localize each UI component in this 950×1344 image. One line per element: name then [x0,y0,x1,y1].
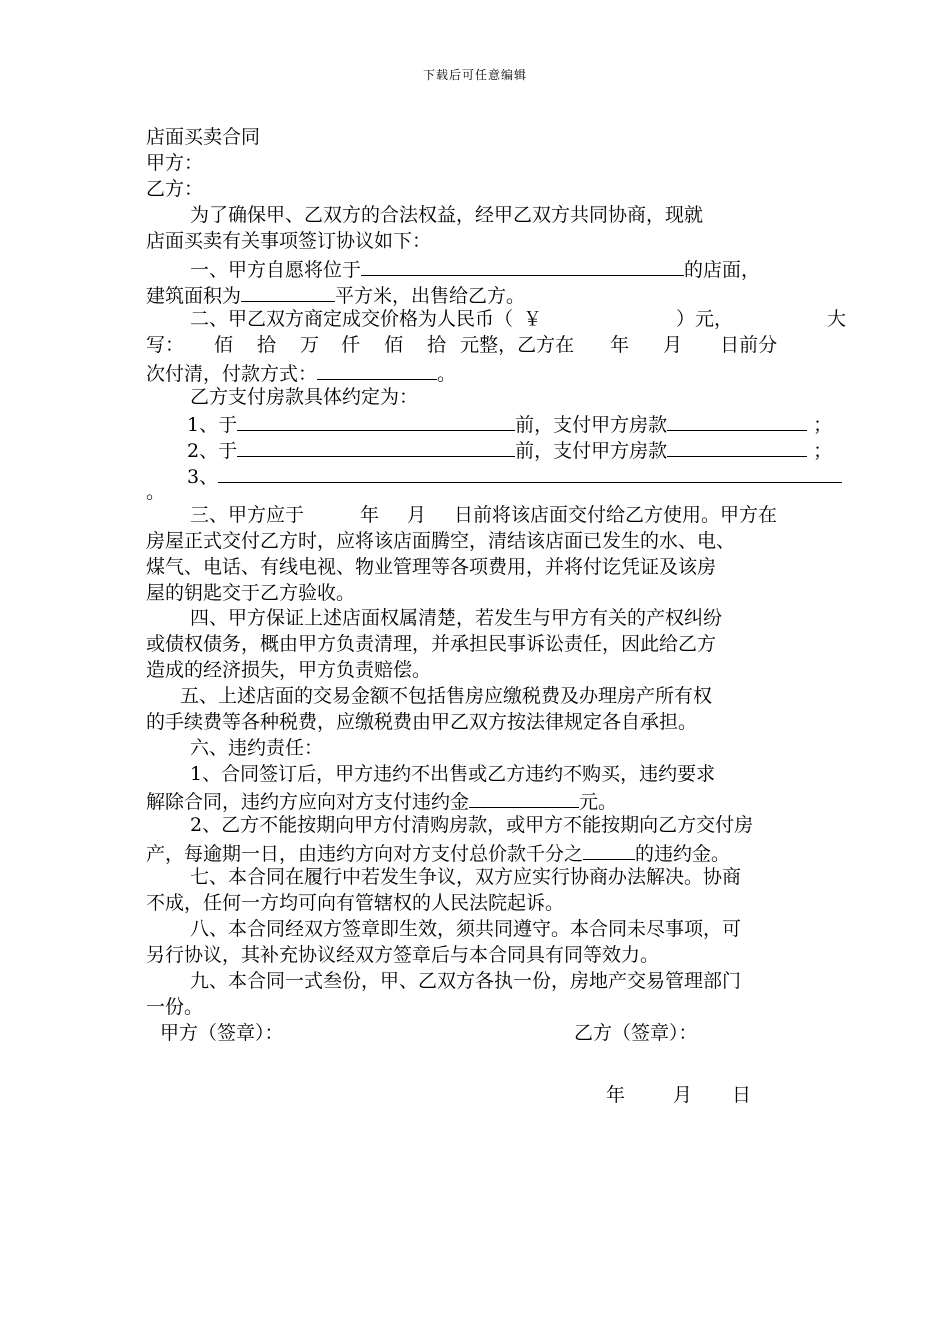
late-fee-text: 产，每逾期一日，由违约方向对方支付总价款千分之 [146,843,584,865]
clause-2-text-g: 次付清，付款方式： [146,363,318,385]
clause-3-line-3: 煤气、电话、有线电视、物业管理等各项费用，并将付讫凭证及该房 [146,556,717,578]
clause-6-p1-line-2 [146,787,617,812]
unit-bai-2: 佰 [384,334,404,356]
clause-2-line-2 [146,333,777,358]
clause-3-text-a: 三、甲方应于 [190,504,305,526]
payment-item-3 [187,462,842,487]
late-fee-suffix: 的违约金。 [635,843,731,865]
clause-1-line-1 [190,255,760,280]
clause-2-text-a: 二、甲乙双方商定成交价格为人民币（ [190,308,514,330]
clause-6-p2-line-1: 2、乙方不能按期向甲方付清购房款，或甲方不能按期向乙方交付房 [190,814,754,836]
month-label: 月 [663,334,683,356]
party-b-signature: 乙方（签章）： [574,1022,698,1044]
year-label: 年 [610,334,630,356]
unit-bai: 佰 [214,334,234,356]
location-blank[interactable] [361,255,684,276]
clause-6-title: 六、违约责任： [190,737,324,759]
payment-1-amount-blank[interactable] [667,410,807,431]
clause-2-text-c: 大 [826,308,846,330]
clause-2-line-3 [146,359,456,384]
payment-item-1-num: 1、于 [187,414,238,436]
penalty-unit: 元。 [579,791,618,813]
payment-item-2 [187,436,832,461]
penalty-text: 解除合同，违约方应向对方支付违约金 [146,791,470,813]
sign-year: 年 [606,1084,626,1106]
payment-item-1 [187,410,832,435]
clause-9-line-2: 一份。 [146,996,204,1018]
clause-2-text-f: 日前分 [720,334,778,356]
payment-2-amount-blank[interactable] [667,436,807,457]
intro-line-1: 为了确保甲、乙双方的合法权益，经甲乙双方共同协商，现就 [190,204,704,226]
clause-1-text-c: 建筑面积为 [146,285,242,307]
clause-6-p2-line-2 [146,839,730,864]
payment-item-2-mid: 前，支付甲方房款 [515,440,668,462]
payment-item-2-num: 2、于 [187,440,238,462]
clause-2-text-h: 。 [437,363,457,385]
clause-8-line-2: 另行协议，其补充协议经双方签章后与本合同具有同等效力。 [146,944,660,966]
clause-2-text-e: 元整，乙方在 [460,334,575,356]
payment-end: 。 [146,481,166,503]
payment-2-date-blank[interactable] [237,436,515,457]
clause-4-line-1: 四、甲方保证上述店面权属清楚，若发生与甲方有关的产权纠纷 [190,607,723,629]
sign-day: 日 [732,1084,752,1106]
clause-1-text-a: 一、甲方自愿将位于 [190,259,362,281]
clause-7-line-1: 七、本合同在履行中若发生争议，双方应实行协商办法解决。协商 [190,866,742,888]
payment-item-2-semi: ； [813,440,833,462]
payment-3-blank[interactable] [218,462,842,483]
clause-9-line-1: 九、本合同一式叁份，甲、乙双方各执一份，房地产交易管理部门 [190,970,742,992]
party-b-label: 乙方： [146,178,204,200]
party-a-label: 甲方： [146,152,204,174]
contract-title: 店面买卖合同 [146,126,261,148]
clause-3-text-b: 日前将该店面交付给乙方使用。甲方在 [454,504,778,526]
clause-8-line-1: 八、本合同经双方签章即生效，须共同遵守。本合同未尽事项，可 [190,918,742,940]
clause-5-line-1: 五、上述店面的交易金额不包括售房应缴税费及办理房产所有权 [180,685,713,707]
payment-item-3-num: 3、 [187,466,219,488]
clause-1-text-d: 平方米，出售给乙方。 [335,285,526,307]
intro-line-2: 店面买卖有关事项签订协议如下： [146,230,432,252]
payment-item-1-semi: ； [813,414,833,436]
area-blank[interactable] [241,281,335,302]
unit-shi: 拾 [257,334,277,356]
clause-2-text-d: 写： [146,334,185,356]
party-a-signature: 甲方（签章）： [160,1022,284,1044]
late-fee-blank[interactable] [583,839,635,860]
clause-3-line-2: 房屋正式交付乙方时，应将该店面腾空，清结该店面已发生的水、电、 [146,530,736,552]
sign-date [606,1083,751,1108]
clause-3-month: 月 [407,504,427,526]
clause-1-text-b: 的店面， [684,259,761,281]
clause-3-line-4: 屋的钥匙交于乙方验收。 [146,582,356,604]
unit-qian: 仟 [341,334,361,356]
clause-1-line-2 [146,281,525,306]
unit-wan: 万 [300,334,320,356]
clause-5-line-2: 的手续费等各种税费，应缴税费由甲乙双方按法律规定各自承担。 [146,711,698,733]
unit-shi-2: 拾 [427,334,447,356]
yen-symbol: ￥ [523,308,543,330]
clause-2-text-b: ）元， [676,308,734,330]
clause-7-line-2: 不成，任何一方均可向有管辖权的人民法院起诉。 [146,892,565,914]
clause-3-year: 年 [360,504,380,526]
sign-month: 月 [673,1084,693,1106]
clause-4-line-3: 造成的经济损失，甲方负责赔偿。 [146,659,432,681]
penalty-amount-blank[interactable] [469,787,579,808]
clause-4-line-2: 或债权债务，概由甲方负责清理，并承担民事诉讼责任，因此给乙方 [146,633,717,655]
clause-3-line-1 [190,503,777,528]
clause-2-line-1 [190,307,846,332]
payment-1-date-blank[interactable] [237,410,515,431]
page-header: 下载后可任意编辑 [422,68,527,82]
clause-6-p1-line-1: 1、合同签订后，甲方违约不出售或乙方违约不购买，违约要求 [190,763,716,785]
payment-item-1-mid: 前，支付甲方房款 [515,414,668,436]
payment-method-blank[interactable] [317,359,437,380]
payment-title: 乙方支付房款具体约定为： [190,386,419,408]
